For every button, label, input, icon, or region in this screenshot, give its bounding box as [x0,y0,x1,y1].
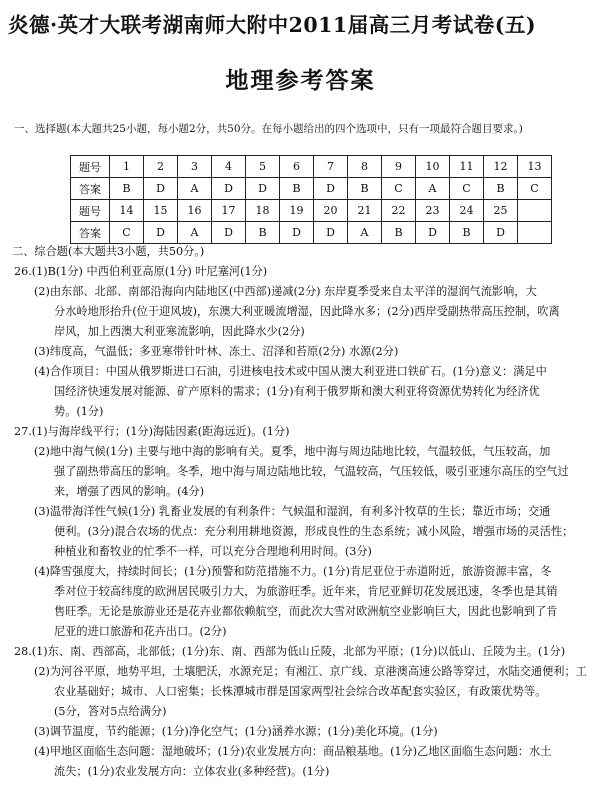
question-number-cell: 2 [144,156,178,178]
answer-line: (3)纬度高，气温低；多亚寒带针叶林、冻土、沼泽和苔原(2分) 水源(2分) [34,345,399,358]
answer-cell [518,222,552,244]
answer-cell: C [382,178,416,200]
question-number-cell: 3 [178,156,212,178]
answer-cell: D [416,222,450,244]
question-number-cell: 25 [484,200,518,222]
question-number-cell: 16 [178,200,212,222]
answer-cell: D [144,178,178,200]
question-number-label: 题号 [71,200,110,222]
answer-row-2 [71,222,552,244]
page-title: 地理参考答案 [225,67,376,94]
question-number-cell: 11 [450,156,484,178]
answer-cell: C [450,178,484,200]
answer-cell: D [280,222,314,244]
question-number-cell [518,200,552,222]
answer-line: 便利。(3分)混合农场的优点：充分利用耕地资源，形成良性的生态系统；减小风险，增强市场的灵活性； [54,525,574,538]
answer-label: 答案 [71,178,110,200]
answer-line: (2)地中海气候(1分) 主要与地中海的影响有关。夏季，地中海与周边陆地比较，气温较低，气压较高，加 [34,445,551,458]
question-number-cell: 15 [144,200,178,222]
answer-line: 势。(1分) [54,405,104,418]
question-number-cell: 20 [314,200,348,222]
answer-line: 来，增强了西风的影响。(4分) [54,485,205,498]
question-number-cell: 10 [416,156,450,178]
answer-cell: B [450,222,484,244]
answer-line: 28.(1)东、南、西部高，北部低；(1分)东、南、西部为低山丘陵，北部为平原；(1分)以低山、丘陵为主。(1分) [14,645,566,658]
answer-line: 强了副热带高压的影响。冬季，地中海与周边陆地比较，气温较高，气压较低，吸引亚速尔高压的空气过 [54,465,569,478]
answer-cell: A [348,222,382,244]
answer-cell: B [348,178,382,200]
answer-cell: A [178,222,212,244]
question-number-cell: 21 [348,200,382,222]
answer-cell: D [212,222,246,244]
section2-heading: 二、综合题(本大题共3小题，共50分。) [12,245,205,258]
answer-line: 季对位于较高纬度的欧洲居民吸引力大，为旅游旺季。近年来，肯尼亚鲜切花发展迅速，冬季也是其销 [54,585,558,598]
answer-cell: D [484,222,518,244]
question-number-cell: 4 [212,156,246,178]
answer-line: 种植业和畜牧业的忙季不一样，可以充分合理地利用时间。(3分) [54,545,372,558]
answer-cell: B [110,178,144,200]
answer-cell: D [314,178,348,200]
question-number-cell: 22 [382,200,416,222]
answer-line: (4)甲地区面临生态问题：湿地破坏；(1分)农业发展方向：商品粮基地。(1分)乙地区面临生态问题：水土 [34,745,552,758]
question-number-cell: 7 [314,156,348,178]
question-number-cell: 18 [246,200,280,222]
answer-line: 岸风，加上西澳大利亚寒流影响，因此降水少(2分) [54,325,305,338]
answer-line: (4)合作项目：中国从俄罗斯进口石油，引进核电技术或中国从澳大利亚进口铁矿石。(1分)意义：满足中 [34,365,547,378]
question-number-cell: 5 [246,156,280,178]
answer-line: 分水岭地形抬升(位于迎风坡)，东澳大利亚暖流增湿，因此降水多；(2分)西岸受副热带高压控制，吹离 [54,305,560,318]
answer-cell: D [314,222,348,244]
question-number-cell: 13 [518,156,552,178]
answer-cell: B [484,178,518,200]
answer-line: 尼亚的进口旅游和花卉出口。(2分) [54,625,227,638]
question-number-cell: 6 [280,156,314,178]
question-number-cell: 12 [484,156,518,178]
answer-table [70,155,552,244]
question-number-row-1 [71,156,552,178]
question-number-cell: 19 [280,200,314,222]
question-number-row-2 [71,200,552,222]
answer-label: 答案 [71,222,110,244]
answer-line: 26.(1)B(1分) 中西伯利亚高原(1分) 叶尼塞河(1分) [14,265,268,278]
answer-cell: C [518,178,552,200]
answer-line: (5分，答对5点给满分) [54,705,167,718]
question-number-cell: 17 [212,200,246,222]
answer-line: (3)调节温度，节约能源；(1分)净化空气；(1分)涵养水源；(1分)美化环境。(1分) [34,725,438,738]
answer-cell: B [246,222,280,244]
answer-line: (2)由东部、北部、南部沿海向内陆地区(中西部)递减(2分) 东岸夏季受来自太平洋的湿润气流影响，大 [34,285,537,298]
answer-line: 27.(1)与海岸线平行；(1分)海陆因素(距海远近)。(1分) [14,425,290,438]
answer-line: (4)降雪强度大，持续时间长；(1分)预警和防范措施不力。(1分)肯尼亚位于赤道附近，旅游资源丰富，冬 [34,565,552,578]
question-number-cell: 1 [110,156,144,178]
answer-cell: D [144,222,178,244]
answer-cell: B [280,178,314,200]
answer-cell: C [110,222,144,244]
question-number-cell: 9 [382,156,416,178]
question-number-cell: 24 [450,200,484,222]
answer-line: 农业基础好；城市、人口密集；长株潭城市群是国家两型社会综合改革配套实验区，有政策优势等。 [54,685,547,698]
question-number-label: 题号 [71,156,110,178]
answer-row-1 [71,178,552,200]
question-number-cell: 14 [110,200,144,222]
answer-cell: B [382,222,416,244]
question-number-cell: 23 [416,200,450,222]
exam-header: 炎德·英才大联考湖南师大附中2011届高三月考试卷(五) [8,13,537,37]
question-number-cell: 8 [348,156,382,178]
answer-line: (3)温带海洋性气候(1分) 乳畜业发展的有利条件：气候温和湿润，有利多汁牧草的生长；靠近市场；交通 [34,505,551,518]
section1-heading: 一、选择题(本大题共25小题，每小题2分，共50分。在每小题给出的四个选项中，只有一项最符合题目要求。) [14,123,523,135]
answer-line: 国经济快速发展对能源、矿产原料的需求；(1分)有利于俄罗斯和澳大利亚将资源优势转化为经济优 [54,385,540,398]
answer-cell: D [212,178,246,200]
answer-line: 售旺季。无论是旅游业还是花卉业都依赖航空，而此次大雪对欧洲航空业影响巨大，因此也影响到了肯 [54,605,558,618]
answer-line: 流失；(1分)农业发展方向：立体农业(多种经营)。(1分) [54,765,330,778]
answer-cell: D [246,178,280,200]
answer-cell: A [416,178,450,200]
answer-line: (2)为河谷平原，地势平坦，土壤肥沃，水源充足；有湘江、京广线、京港澳高速公路等穿过，水陆交通便利；工 [34,665,587,678]
answer-cell: A [178,178,212,200]
